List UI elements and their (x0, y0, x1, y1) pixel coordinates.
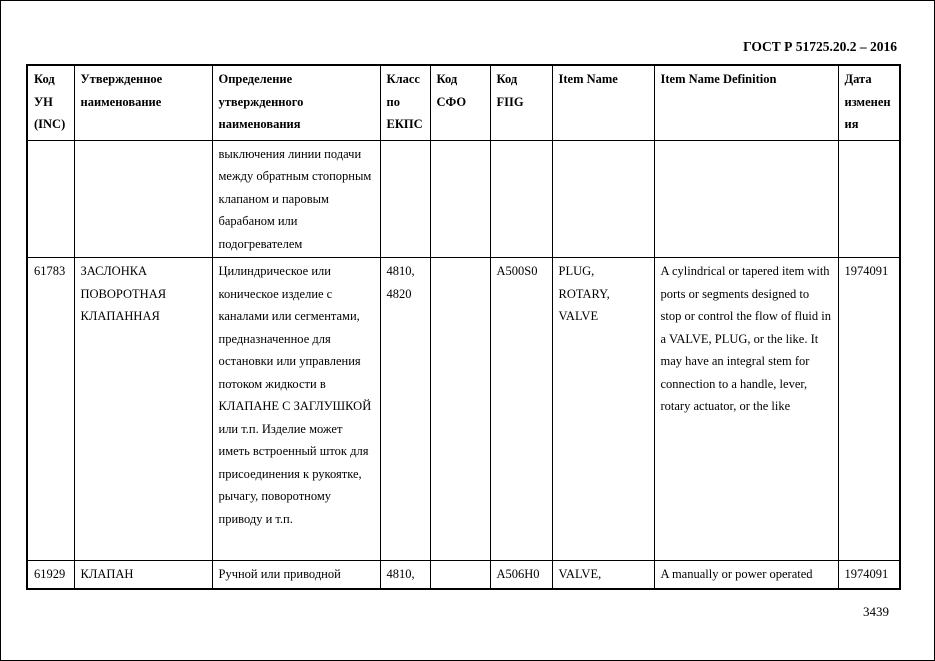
col-header-inc-code: Код УН (INC) (27, 65, 74, 140)
cell-fiig-code: A506H0 (490, 561, 552, 589)
classification-table (26, 64, 901, 590)
cell-ekps-class: 4810, 4820 (380, 258, 430, 561)
col-header-sfo-code: Код СФО (430, 65, 490, 140)
cell-item-name: PLUG, ROTARY, VALVE (552, 258, 654, 561)
cell-item-name-definition (654, 140, 838, 258)
cell-approved-name: ЗАСЛОНКА ПОВОРОТНАЯ КЛАПАННАЯ (74, 258, 212, 561)
cell-change-date: 1974091 (838, 258, 900, 561)
cell-change-date: 1974091 (838, 561, 900, 589)
document-standard-header: ГОСТ Р 51725.20.2 – 2016 (743, 39, 897, 54)
col-header-item-name: Item Name (552, 65, 654, 140)
page-number: 3439 (863, 604, 889, 619)
cell-fiig-code: A500S0 (490, 258, 552, 561)
cell-definition: выключения линии подачи между обратным стопорным клапаном и паровым барабаном или подогревателем (212, 140, 380, 258)
cell-fiig-code (490, 140, 552, 258)
table-row (27, 140, 900, 258)
col-header-approved-name: Утвержденное наименование (74, 65, 212, 140)
col-header-definition: Определение утвержденного наименования (212, 65, 380, 140)
col-header-ekps-class: Класс по ЕКПС (380, 65, 430, 140)
cell-sfo-code (430, 258, 490, 561)
cell-change-date (838, 140, 900, 258)
cell-ekps-class: 4810, (380, 561, 430, 589)
cell-sfo-code (430, 561, 490, 589)
cell-definition: Ручной или приводной (212, 561, 380, 589)
col-header-item-name-definition: Item Name Definition (654, 65, 838, 140)
cell-approved-name: КЛАПАН (74, 561, 212, 589)
cell-inc-code (27, 140, 74, 258)
cell-inc-code: 61783 (27, 258, 74, 561)
cell-item-name (552, 140, 654, 258)
cell-item-name-definition: A cylindrical or tapered item with ports or segments designed to stop or control the flow of fluid in a VALVE, PLUG, or the like. It may have an integral stem for connection to a handle, lever, rotary actuator, or the like (654, 258, 838, 561)
cell-item-name-definition: A manually or power operated (654, 561, 838, 589)
cell-ekps-class (380, 140, 430, 258)
table-header-row (27, 65, 900, 140)
col-header-fiig-code: Код FIIG (490, 65, 552, 140)
cell-inc-code: 61929 (27, 561, 74, 589)
cell-definition: Цилиндрическое или коническое изделие с каналами или сегментами, предназначенное для остановки или управления потоком жидкости в КЛАПАНЕ С ЗАГЛУШКОЙ или т.п. Изделие может иметь встроенный шток для присоединения к рукоятке, рычагу, поворотному приводу и т.п. (212, 258, 380, 561)
table-row (27, 561, 900, 589)
cell-item-name: VALVE, (552, 561, 654, 589)
table-row (27, 258, 900, 561)
cell-approved-name (74, 140, 212, 258)
col-header-change-date: Дата изменения (838, 65, 900, 140)
cell-sfo-code (430, 140, 490, 258)
